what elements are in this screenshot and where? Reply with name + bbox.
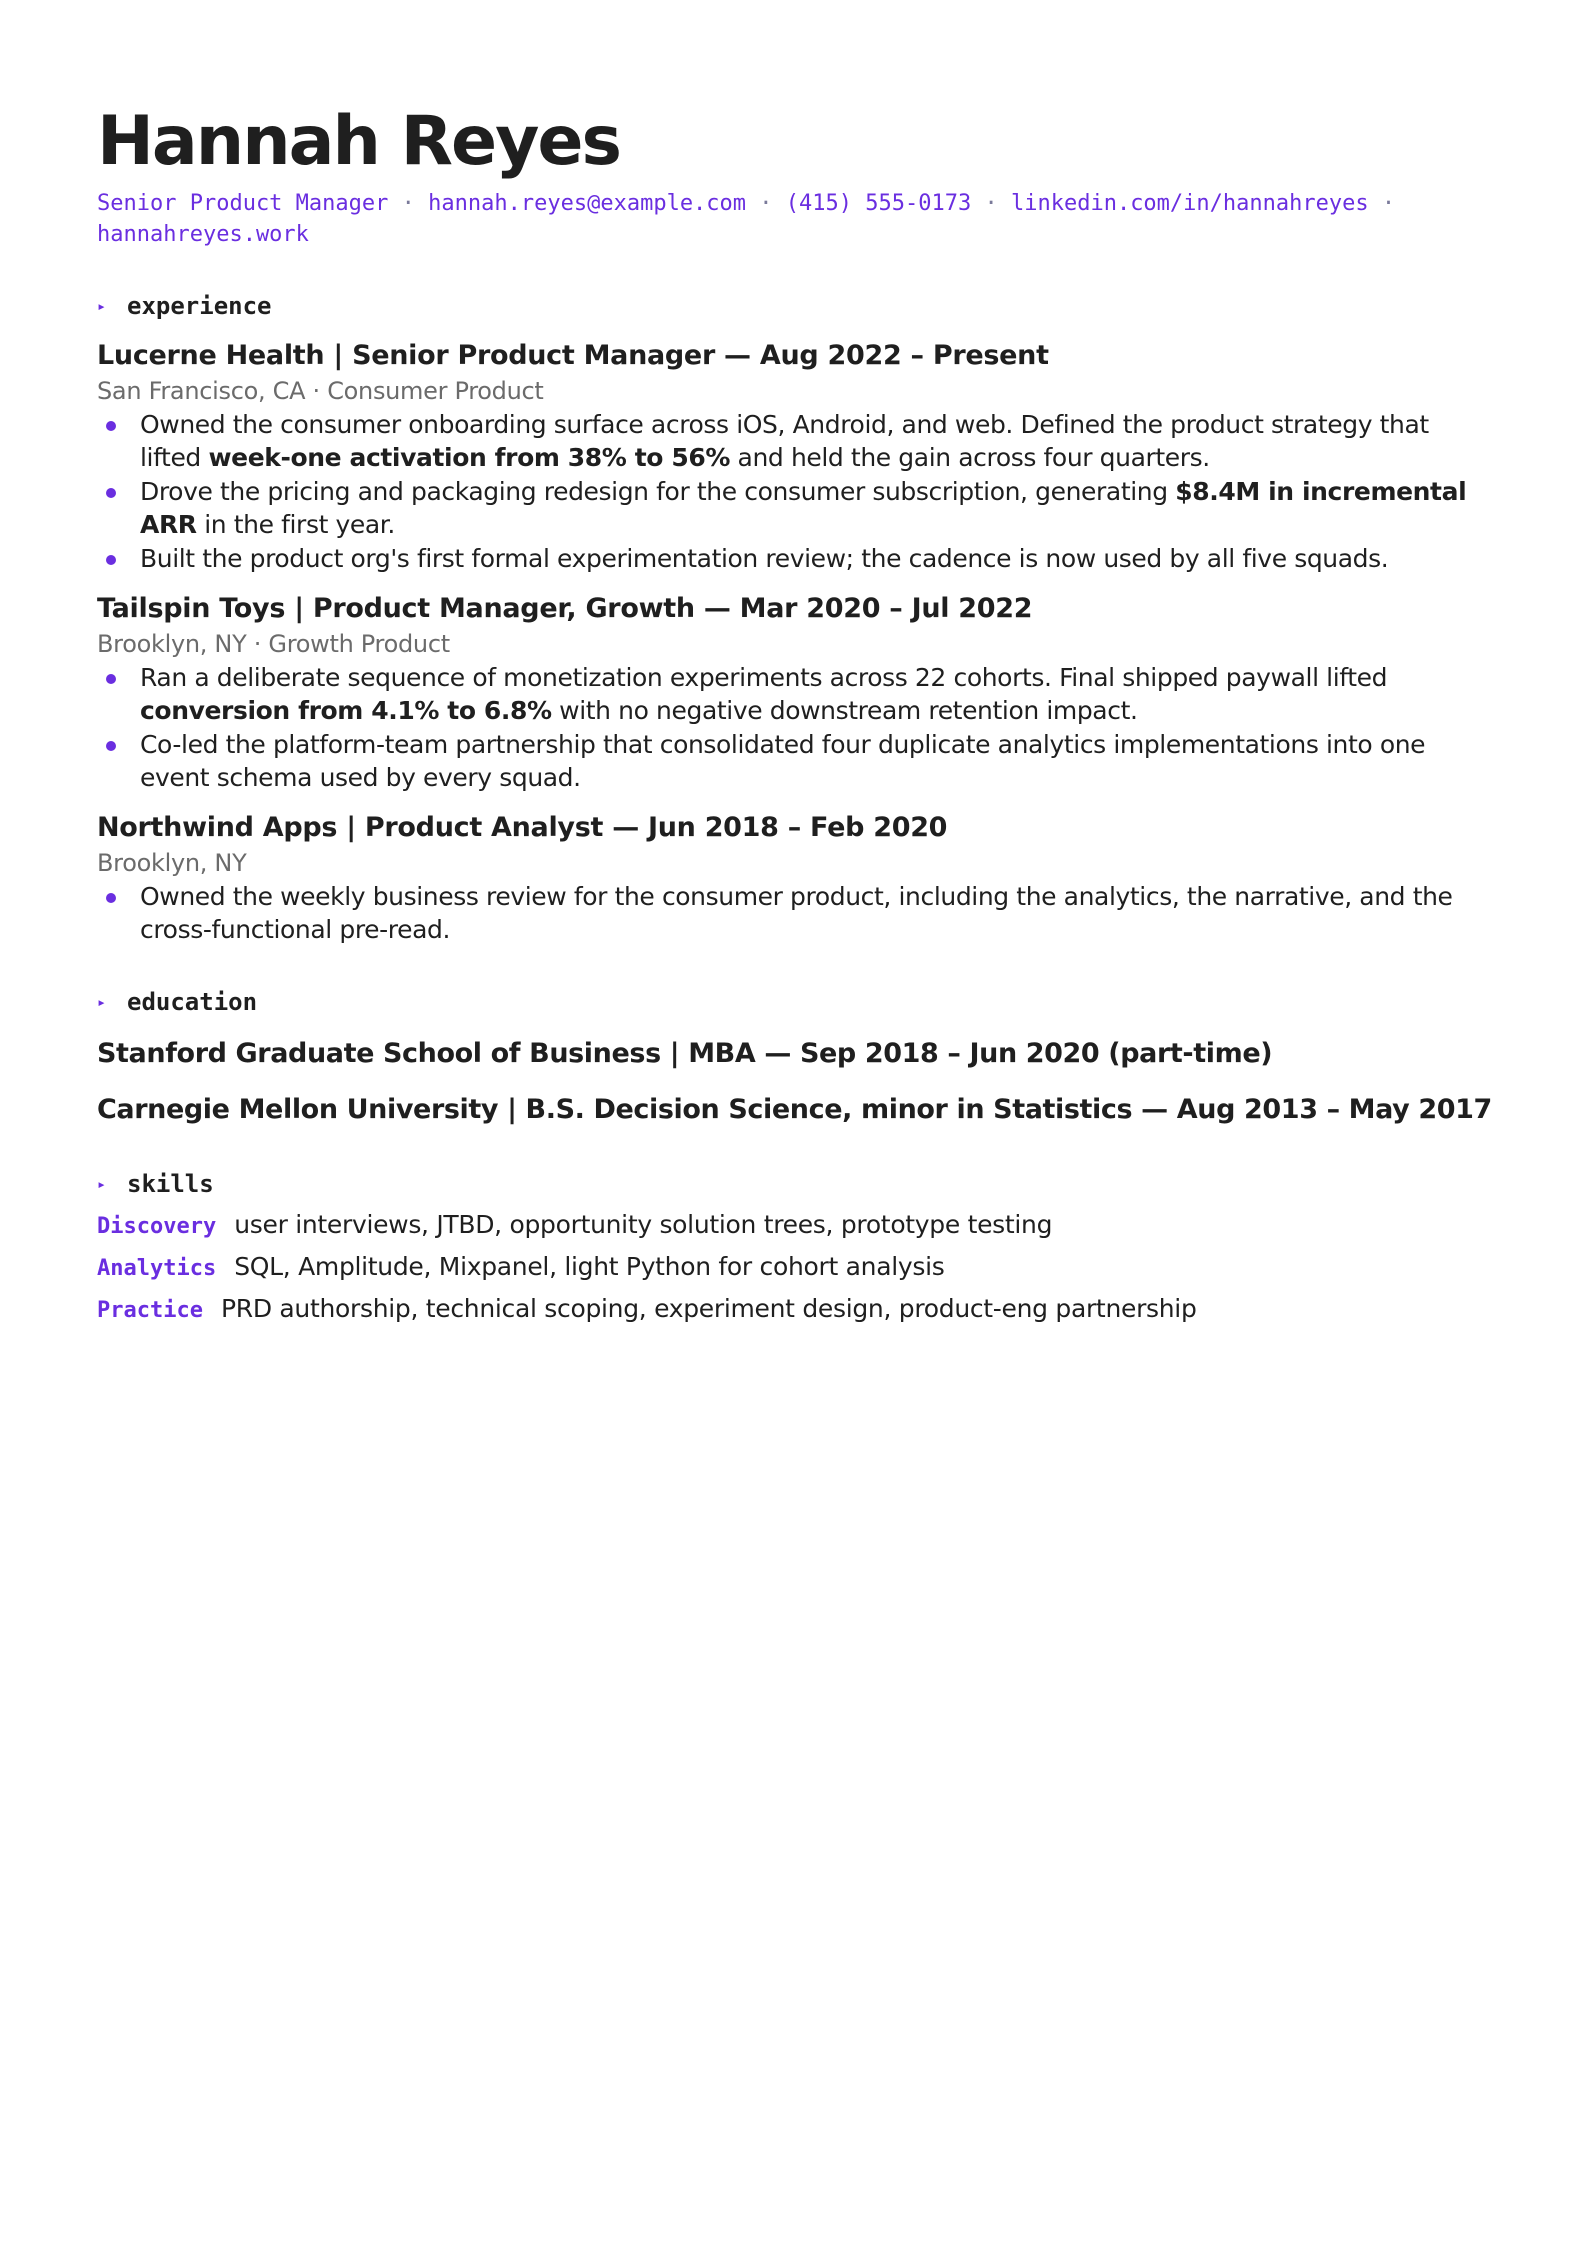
- section-heading-skills: [97, 1168, 1497, 1200]
- job-entry: [97, 338, 1497, 575]
- job-heading: Northwind Apps | Product Analyst — Jun 2018 – Feb 2020: [97, 812, 948, 843]
- resume-page: [97, 96, 1497, 1336]
- bullet-item: Ran a deliberate sequence of monetization experiments across 22 cohorts. Final shipped paywall lifted conversion from 4.1% to 6.8% with no negative downstream retention impact.: [97, 661, 1497, 727]
- bullet-item: Owned the consumer onboarding surface across iOS, Android, and web. Defined the product strategy that lifted week-one activation from 38% to 56% and held the gain across four quarters.: [97, 408, 1497, 474]
- skill-row: [97, 1294, 1497, 1336]
- skills-list: [97, 1210, 1497, 1336]
- section-heading-label: skills: [127, 1170, 214, 1198]
- skill-row: [97, 1210, 1497, 1252]
- skill-label: Analytics: [97, 1256, 217, 1281]
- job-title-text: Senior Product Manager: [97, 191, 389, 216]
- separator: ·: [401, 191, 415, 216]
- job-entry: [97, 591, 1497, 794]
- bullet-item: Built the product org's first formal experimentation review; the cadence is now used by all five squads.: [97, 542, 1497, 575]
- job-meta: Brooklyn, NY · Growth Product: [97, 630, 450, 658]
- skill-label: Discovery: [97, 1214, 217, 1239]
- bullet-dot-icon: [106, 421, 116, 431]
- triangle-right-icon: ▸: [97, 1175, 107, 1193]
- job-bullets: [97, 661, 1497, 794]
- website-link[interactable]: hannahreyes.work: [97, 222, 309, 247]
- job-entry: [97, 810, 1497, 946]
- separator: ·: [759, 191, 773, 216]
- phone-text: (415) 555-0173: [785, 191, 972, 216]
- bullet-dot-icon: [106, 674, 116, 684]
- email-link[interactable]: hannah.reyes@example.com: [428, 191, 747, 216]
- section-heading-label: education: [127, 988, 258, 1016]
- triangle-right-icon: ▸: [97, 993, 107, 1011]
- candidate-name: Hannah Reyes: [97, 102, 620, 181]
- separator: ·: [984, 191, 998, 216]
- education-entry: Stanford Graduate School of Business | MBA — Sep 2018 – Jun 2020 (part-time): [97, 1038, 1273, 1069]
- education-entry: Carnegie Mellon University | B.S. Decision Science, minor in Statistics — Aug 2013 – May 2017: [97, 1094, 1492, 1125]
- separator: ·: [1381, 191, 1396, 216]
- bullet-item: Owned the weekly business review for the consumer product, including the analytics, the narrative, and the cross-functional pre-read.: [97, 880, 1497, 946]
- bullet-dot-icon: [106, 741, 116, 751]
- contact-line: [97, 188, 1437, 250]
- job-heading: Tailspin Toys | Product Manager, Growth — Mar 2020 – Jul 2022: [97, 593, 1033, 624]
- section-heading-label: experience: [127, 292, 272, 320]
- job-meta: Brooklyn, NY: [97, 849, 247, 877]
- section-heading-education: [97, 986, 1497, 1018]
- skill-text: SQL, Amplitude, Mixpanel, light Python for cohort analysis: [234, 1252, 945, 1281]
- linkedin-link[interactable]: linkedin.com/in/hannahreyes: [1010, 191, 1369, 216]
- job-meta: San Francisco, CA · Consumer Product: [97, 377, 544, 405]
- skill-text: user interviews, JTBD, opportunity solution trees, prototype testing: [234, 1210, 1053, 1239]
- job-bullets: [97, 880, 1497, 946]
- skill-row: [97, 1252, 1497, 1294]
- job-heading: Lucerne Health | Senior Product Manager — Aug 2022 – Present: [97, 340, 1049, 371]
- triangle-right-icon: ▸: [97, 297, 107, 315]
- bullet-dot-icon: [106, 893, 116, 903]
- job-bullets: [97, 408, 1497, 575]
- bullet-item: Co-led the platform-team partnership that consolidated four duplicate analytics implementations into one event schema used by every squad.: [97, 728, 1497, 794]
- bullet-item: Drove the pricing and packaging redesign for the consumer subscription, generating $8.4M in incremental ARR in the first year.: [97, 475, 1497, 541]
- skill-text: PRD authorship, technical scoping, experiment design, product-eng partnership: [220, 1294, 1197, 1323]
- bullet-dot-icon: [106, 488, 116, 498]
- section-heading-experience: [97, 290, 1497, 322]
- skill-label: Practice: [97, 1298, 203, 1323]
- bullet-dot-icon: [106, 555, 116, 565]
